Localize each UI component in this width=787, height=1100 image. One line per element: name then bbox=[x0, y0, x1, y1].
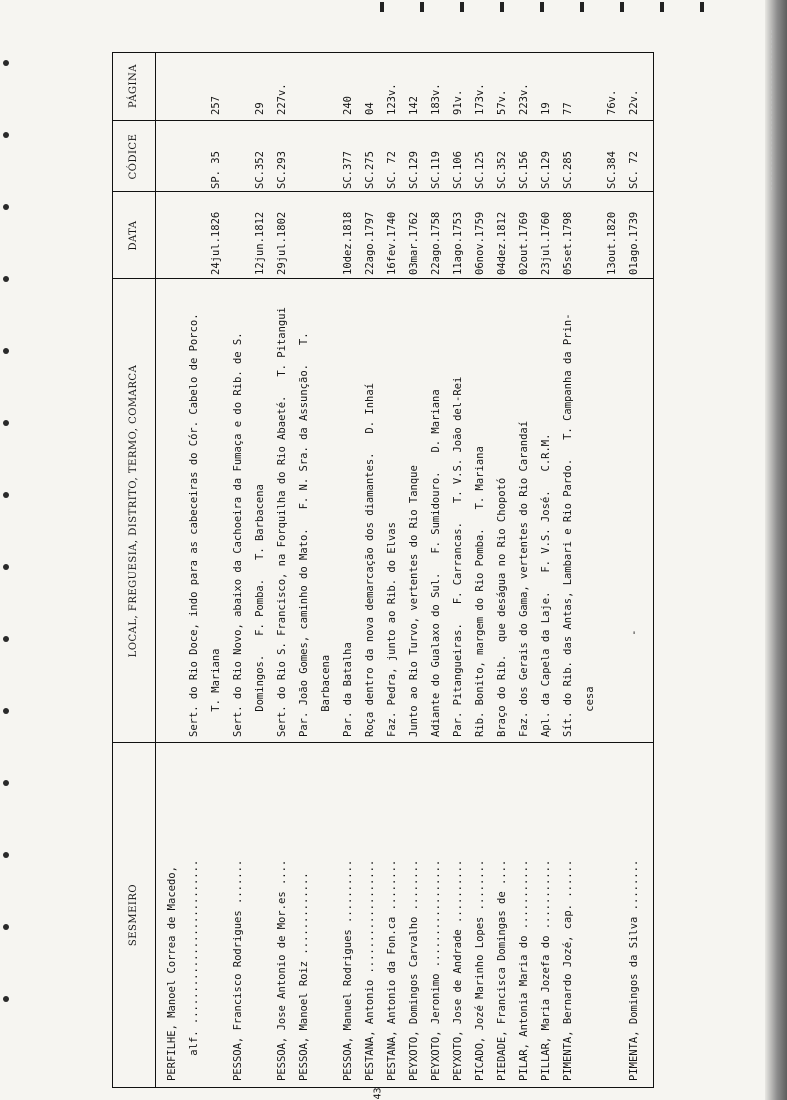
sesmeiro-cell: PEYXOTO, Jose de Andrade .......... bbox=[452, 859, 464, 1081]
binding-hole bbox=[3, 348, 9, 354]
pagina-cell: 142 bbox=[408, 96, 420, 115]
sesmeiro-cell: PILLAR, Maria Jozefa do ........... bbox=[540, 859, 552, 1081]
sesmeiro-cell: PERFILHE, Manoel Correa de Macedo, bbox=[166, 866, 178, 1081]
sesmeiro-cell: PEYXOTO, Jeronimo ................. bbox=[430, 859, 442, 1081]
local-cell: Faz. dos Gerais do Gama, vertentes do Rio Carandaí bbox=[518, 420, 530, 737]
table-row bbox=[623, 53, 645, 1087]
date-cell: 22ago.1758 bbox=[430, 211, 442, 275]
date-cell: 03mar.1762 bbox=[408, 211, 420, 275]
binding-hole bbox=[3, 492, 9, 498]
date-cell: 16fev.1740 bbox=[386, 211, 398, 275]
date-cell: 23jul.1760 bbox=[540, 211, 552, 275]
table-row bbox=[227, 53, 249, 1087]
local-cell: Par. da Batalha bbox=[342, 642, 354, 737]
header-codice: CÓDICE bbox=[128, 133, 139, 180]
scan-edge-mark bbox=[771, 30, 773, 190]
top-scan-marks bbox=[380, 2, 710, 14]
sesmeiro-cell: PESSOA, Manuel Rodrigues .......... bbox=[342, 859, 354, 1081]
header-sesmeiro: SESMEIRO bbox=[128, 883, 139, 947]
table-row bbox=[513, 53, 535, 1087]
date-cell: 01ago.1739 bbox=[628, 211, 640, 275]
codice-cell: SC.377 bbox=[342, 151, 354, 189]
date-cell: 12jun.1812 bbox=[254, 211, 266, 275]
date-cell: 06nov.1759 bbox=[474, 211, 486, 275]
table-row bbox=[315, 53, 337, 1087]
table-row bbox=[491, 53, 513, 1087]
binding-hole bbox=[3, 60, 9, 66]
table-row bbox=[183, 53, 205, 1087]
local-cell: Sert. do Rio Doce, indo para as cabeceiras do Cór. Cabelo de Porco. bbox=[188, 313, 200, 737]
local-cell: Rib. Bonito, margem do Rio Pomba. T. Mariana bbox=[474, 446, 486, 737]
header-divider bbox=[155, 53, 156, 1087]
register-table bbox=[112, 52, 654, 1088]
local-cell: Junto ao Rio Turvo, vertentes do Rio Tanque bbox=[408, 465, 420, 737]
sesmeiro-cell: PESTANA, Antonio da Fon.ca ........ bbox=[386, 859, 398, 1081]
sesmeiro-cell: PIEDADE, Francisca Domingas de .... bbox=[496, 859, 508, 1081]
local-cell: cesa bbox=[584, 686, 596, 737]
local-cell: Barbacena bbox=[320, 654, 332, 737]
codice-cell: SC.293 bbox=[276, 151, 288, 189]
local-cell: Braço do Rib. que deságua no Rio Chopotó bbox=[496, 477, 508, 737]
header-pagina: PÁGINA bbox=[128, 64, 139, 108]
binding-hole bbox=[3, 996, 9, 1002]
local-cell: Par. João Gomes, caminho do Mato. F. N. Sra. da Assunção. T. bbox=[298, 332, 310, 737]
binding-hole bbox=[3, 204, 9, 210]
sesmeiro-cell: PESTANA, Antonio .................. bbox=[364, 859, 376, 1081]
table-row bbox=[601, 53, 623, 1087]
table-row bbox=[337, 53, 359, 1087]
sesmeiro-cell: PEYXOTO, Domingos Carvalho ........ bbox=[408, 859, 420, 1081]
header-local: LOCAL, FREGUESIA, DISTRITO, TERMO, COMARCA bbox=[128, 364, 139, 658]
codice-cell: SP. 35 bbox=[210, 151, 222, 189]
binding-hole bbox=[3, 132, 9, 138]
pagina-cell: 04 bbox=[364, 102, 376, 115]
binding-hole bbox=[3, 924, 9, 930]
codice-cell: SC.119 bbox=[430, 151, 442, 189]
local-cell: Adiante do Gualaxo do Sul. F. Sumidouro. D. Mariana bbox=[430, 389, 442, 737]
local-cell: Domingos. F. Pomba. T. Barbacena bbox=[254, 484, 266, 737]
page-number: 43 bbox=[372, 1087, 384, 1100]
local-cell: T. Mariana bbox=[210, 648, 222, 737]
date-cell: 22ago.1797 bbox=[364, 211, 376, 275]
table-row bbox=[293, 53, 315, 1087]
pagina-cell: 257 bbox=[210, 96, 222, 115]
date-cell: 13out.1820 bbox=[606, 211, 618, 275]
codice-cell: SC.352 bbox=[254, 151, 266, 189]
codice-cell: SC.352 bbox=[496, 151, 508, 189]
local-cell: Sert. do Rio Novo, abaixo da Cachoeira da Fumaça e do Rib. de S. bbox=[232, 332, 244, 737]
pagina-cell: 22v. bbox=[628, 89, 640, 115]
pagina-cell: 91v. bbox=[452, 89, 464, 115]
pagina-cell: 227v. bbox=[276, 83, 288, 115]
pagina-cell: 173v. bbox=[474, 83, 486, 115]
local-cell: Sert. do Rio S. Francisco, na Forquilha do Rio Abaeté. T. Pitangui bbox=[276, 307, 288, 737]
codice-cell: SC. 72 bbox=[628, 151, 640, 189]
binding-hole bbox=[3, 276, 9, 282]
pagina-cell: 240 bbox=[342, 96, 354, 115]
sesmeiro-cell: PESSOA, Jose Antonio de Mor.es .... bbox=[276, 859, 288, 1081]
codice-cell: SC.275 bbox=[364, 151, 376, 189]
sesmeiro-cell: PICADO, Jozé Marinho Lopes ........ bbox=[474, 859, 486, 1081]
pagina-cell: 77 bbox=[562, 102, 574, 115]
binding-hole bbox=[3, 708, 9, 714]
table-row bbox=[271, 53, 293, 1087]
date-cell: 05set.1798 bbox=[562, 211, 574, 275]
sesmeiro-cell: PESSOA, Manoel Roiz ............. bbox=[298, 872, 310, 1081]
sesmeiro-cell: PIMENTA, Domingos da Silva ........ bbox=[628, 859, 640, 1081]
scan-edge bbox=[765, 0, 787, 1100]
binding-hole bbox=[3, 780, 9, 786]
binding-hole bbox=[3, 636, 9, 642]
local-cell: Faz. Pedra, junto ao Rib. do Elvas bbox=[386, 522, 398, 737]
table-row bbox=[469, 53, 491, 1087]
table-row bbox=[579, 53, 601, 1087]
sesmeiro-cell: PESSOA, Francisco Rodrigues ....... bbox=[232, 859, 244, 1081]
sesmeiro-cell: PIMENTA, Bernardo Jozé, cap. ...... bbox=[562, 859, 574, 1081]
date-cell: 04dez.1812 bbox=[496, 211, 508, 275]
table-row bbox=[425, 53, 447, 1087]
codice-cell: SC.125 bbox=[474, 151, 486, 189]
pagina-cell: 76v. bbox=[606, 89, 618, 115]
local-cell: Apl. da Capela da Laje. F. V.S. José. C.R.M. bbox=[540, 433, 552, 737]
table-row bbox=[205, 53, 227, 1087]
pagina-cell: 183v. bbox=[430, 83, 442, 115]
date-cell: 24jul.1826 bbox=[210, 211, 222, 275]
table-row bbox=[359, 53, 381, 1087]
table-row bbox=[535, 53, 557, 1087]
binding-hole bbox=[3, 420, 9, 426]
binding-hole bbox=[3, 564, 9, 570]
local-cell: Sít. do Rib. das Antas, Lambari e Rio Pardo. T. Campanha da Prin- bbox=[562, 313, 574, 737]
sesmeiro-cell: PILAR, Antonia Maria do ........... bbox=[518, 859, 530, 1081]
table-row bbox=[557, 53, 579, 1087]
pagina-cell: 123v. bbox=[386, 83, 398, 115]
codice-cell: SC.106 bbox=[452, 151, 464, 189]
pagina-cell: 29 bbox=[254, 102, 266, 115]
codice-cell: SC.129 bbox=[408, 151, 420, 189]
codice-cell: SC. 72 bbox=[386, 151, 398, 189]
table-row bbox=[447, 53, 469, 1087]
date-cell: 02out.1769 bbox=[518, 211, 530, 275]
codice-cell: SC.384 bbox=[606, 151, 618, 189]
sesmeiro-cell: alf. .......................... bbox=[188, 859, 200, 1081]
sesmarias-register bbox=[112, 48, 654, 1088]
date-cell: 10dez.1818 bbox=[342, 211, 354, 275]
table-row bbox=[249, 53, 271, 1087]
table-row bbox=[381, 53, 403, 1087]
codice-cell: SC.129 bbox=[540, 151, 552, 189]
local-cell: Par. Pitangueiras. F. Carrancas. T. V.S. João del-Rei bbox=[452, 376, 464, 737]
codice-cell: SC.156 bbox=[518, 151, 530, 189]
table-row bbox=[403, 53, 425, 1087]
local-cell: - bbox=[628, 629, 640, 737]
pagina-cell: 19 bbox=[540, 102, 552, 115]
date-cell: 29jul.1802 bbox=[276, 211, 288, 275]
codice-cell: SC.285 bbox=[562, 151, 574, 189]
date-cell: 11ago.1753 bbox=[452, 211, 464, 275]
table-row bbox=[161, 53, 183, 1087]
pagina-cell: 57v. bbox=[496, 89, 508, 115]
header-data: DATA bbox=[128, 220, 139, 251]
local-cell: Roça dentro da nova demarcação dos diamantes. D. Inhaí bbox=[364, 382, 376, 737]
pagina-cell: 223v. bbox=[518, 83, 530, 115]
binding-hole bbox=[3, 852, 9, 858]
